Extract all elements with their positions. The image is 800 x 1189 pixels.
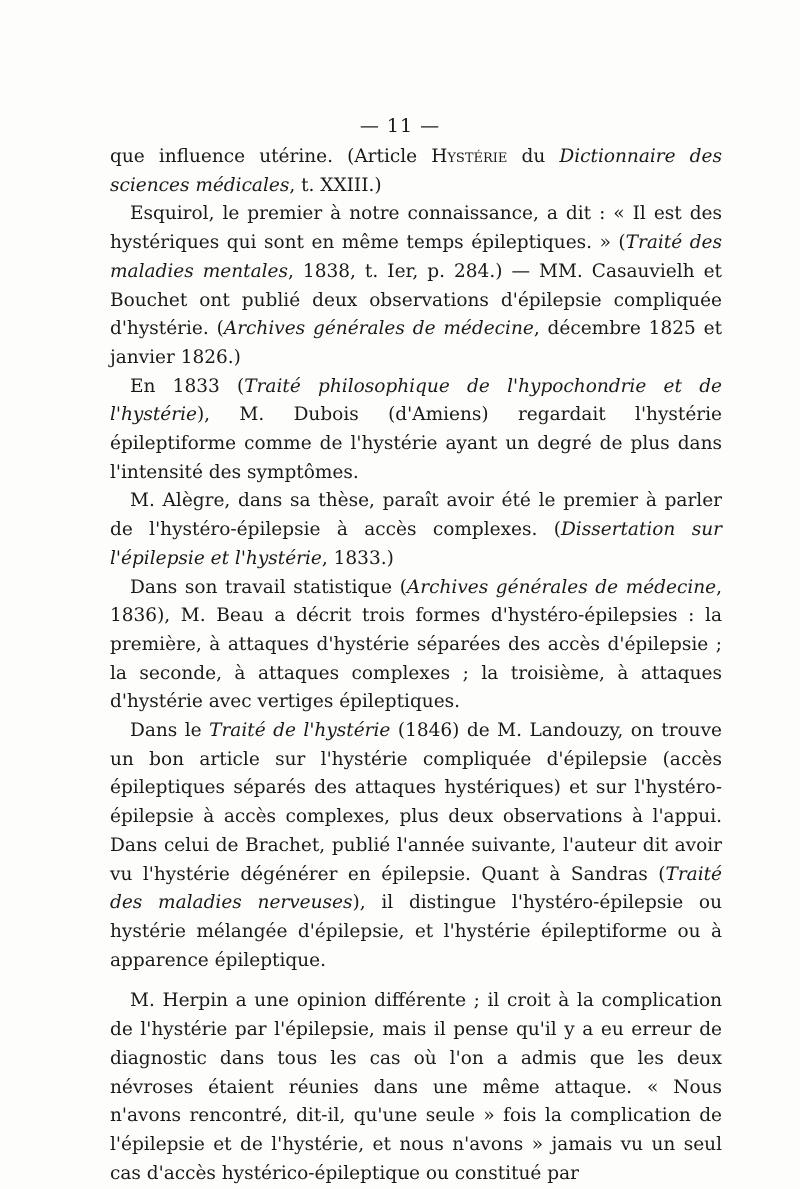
text-run: En 1833 ( <box>130 375 245 397</box>
paragraph-herpin <box>110 987 722 1188</box>
italic-title: Traité des maladies mentales <box>110 232 722 282</box>
text-run: M. Alègre, dans sa thèse, paraît avoir été le premier à parler de l'hystéro-épilepsie à accès complexes. ( <box>110 490 722 541</box>
body-text <box>110 143 722 1188</box>
text-run: , décembre 1825 et janvier 1826.) <box>110 318 723 368</box>
text-run: Dans le <box>130 720 210 742</box>
paragraph-alegre <box>110 487 722 573</box>
italic-title: Archives générales de médecine <box>223 318 534 340</box>
text-run: , 1833.) <box>321 547 394 569</box>
paragraph-beau <box>110 574 722 718</box>
paragraph-dubois <box>110 373 722 488</box>
paragraph-landouzy <box>110 717 722 975</box>
text-run: que influence utérine. (Article <box>110 146 432 167</box>
text-run: Dans son travail statistique ( <box>130 576 407 598</box>
text-run: ), M. Dubois (d'Amiens) regardait l'hystérie épileptiforme comme de l'hystérie ayant un degré de plus dans l'intensité des symptômes. <box>110 404 722 483</box>
italic-title: Traité philosophique de l'hypochondrie et de l'hystérie <box>110 375 722 426</box>
text-run: , 1836), M. Beau a décrit trois formes d'hystéro-épilepsies : la première, à attaques d'hystérie séparées des accès d'épilepsie ; la seconde, à attaques complexes ; la troisième, à attaques d'hystérie avec vertiges épileptiques. <box>110 576 722 713</box>
text-run: M. Herpin a une opinion différente ; il croit à la complication de l'hystérie par l'épilepsie, mais il pense qu'il y a eu erreur de diagnostic dans tous les cas où l'on a admis que les deux névroses étaient réunies dans une même attaque. « Nous n'avons rencontré, dit-il, qu'une seule » fois la complication de l'épilepsie et de l'hystérie, et nous n'avons » jamais vu un seul cas d'accès hystérico-épileptique ou constitué par <box>110 990 722 1184</box>
italic-title: Traité des maladies nerveuses <box>110 863 722 914</box>
text-run: ), il distingue l'hystéro-épilepsie ou hystérie mélangée d'épilepsie, et l'hystérie épileptiforme ou à apparence épileptique. <box>110 892 722 971</box>
italic-title: Dictionnaire des sciences médicales <box>110 146 722 196</box>
text-run: du <box>507 146 560 167</box>
italic-title: Archives générales de médecine <box>406 576 717 598</box>
page-number: — 11 — <box>359 115 441 137</box>
small-caps-term: Hystérie <box>431 146 508 167</box>
italic-title: Dissertation sur l'épilepsie et l'hystérie <box>110 519 722 569</box>
text-run: , t. XXIII.) <box>289 174 382 196</box>
text-run: (1846) de M. Landouzy, on trouve un bon article sur l'hystérie compliquée d'épilepsie (accès épileptiques séparés des attaques hystériques) et sur l'hystéro-épilepsie à accès complexes, plus deux observations à l'appui. Dans celui de Brachet, publié l'année suivante, l'auteur dit avoir vu l'hystérie dégénérer en épilepsie. Quant à Sandras ( <box>110 720 722 885</box>
text-run: , 1838, t. Ier, p. 284.) — MM. Casauvielh et Bouchet ont publié deux observations d'épilepsie compliquée d'hystérie. ( <box>110 260 722 340</box>
text-run: Esquirol, le premier à notre connaissance, a dit : « Il est des hystériques qui sont en même temps épileptiques. » ( <box>110 203 722 254</box>
paragraph-esquirol <box>110 200 722 372</box>
paragraph-continuation <box>110 143 722 200</box>
italic-title: Traité de l'hystérie <box>209 720 391 742</box>
